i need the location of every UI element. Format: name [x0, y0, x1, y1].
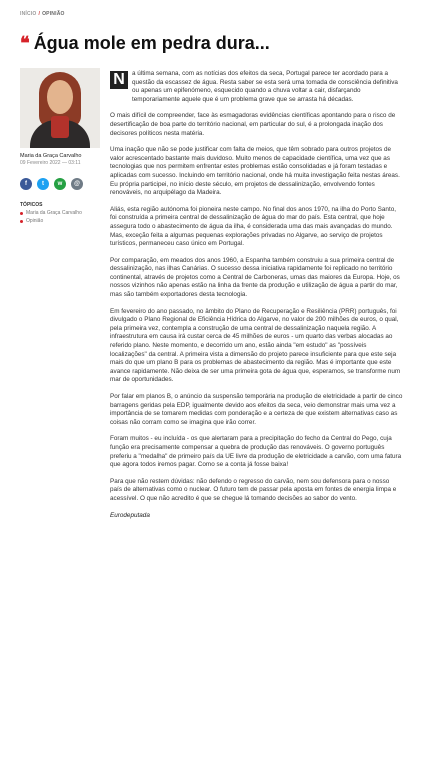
article-paragraph: O mais difícil de compreender, face às esmagadoras evidências científicas apontando para o risco de desertificação de boa parte do território nacional, em particular do sul, é a prolongada inação dos decisores políticos nesta matéria.: [110, 112, 396, 137]
article-headline: [20, 32, 270, 54]
bullet-icon: [20, 220, 23, 223]
breadcrumb-home-link[interactable]: INÍCIO: [20, 11, 37, 17]
twitter-share-icon[interactable]: t: [37, 178, 49, 190]
breadcrumb-section-link[interactable]: OPINIÃO: [42, 11, 65, 17]
breadcrumb-separator: /: [38, 11, 41, 17]
article-paragraph: Aliás, esta região autónoma foi pioneira neste campo. No final dos anos 1970, na ilha do Porto Santo, foi construída a primeira central de dessalinização de água do mar do país. Esta central, que hoje assegura todo o abastecimento de água da ilha, é considerada uma das mais avançadas do mundo. Mas, exceção feita a algumas pequenas explorações privadas no Algarve, ao serviço de projetos turísticos, permaneceu caso único em Portugal.: [110, 205, 397, 248]
email-share-icon[interactable]: @: [71, 178, 83, 190]
author-name[interactable]: Maria da Graça Carvalho: [20, 153, 82, 159]
article-body: [110, 70, 403, 520]
share-buttons: [20, 178, 100, 190]
whatsapp-share-icon[interactable]: w: [54, 178, 66, 190]
facebook-share-icon[interactable]: f: [20, 178, 32, 190]
article-title: Água mole em pedra dura...: [33, 33, 270, 53]
article-paragraph: Em fevereiro do ano passado, no âmbito do Plano de Recuperação e Resiliência (PRR) português, foi divulgado o Plano Regional de Eficiência Hídrica do Algarve, no valor de 200 milhões de euros, o qual, pela primeira vez, contempla a construção de uma central de dessalinização naquela região. A infraestrutura em causa irá custar cerca de 45 milhões de euros - um quarto das verbas alocadas ao referido plano. Neste momento, e decorrido um ano, estão ainda "em estudo" as "possíveis localizações" da central. A primeira vista a dimensão do projeto parece insuficiente para que este seja mais do que um plano B para os problemas de abastecimento da região. Mas é importante que este avance rapidamente. Não deixa de ser uma primeira gota de água que, esperamos, se transforme num mar de oportunidades.: [110, 307, 401, 384]
author-sidebar: [20, 68, 100, 224]
article-paragraph: a última semana, com as notícias dos efeitos da seca, Portugal parece ter acordado para a questão da escassez de água. Resta saber se esta será uma tomada de consciência definitiva ou apenas um epifenómeno, esquecido quando a chuva voltar a cair, disfarçando temporariamente aquele que é um problema grave que se arrasta há décadas.: [132, 70, 398, 103]
breadcrumb: [20, 11, 65, 17]
author-signature: Eurodeputada: [110, 511, 150, 519]
article-paragraph: Por falar em planos B, o anúncio da suspensão temporária na produção de eletricidade a partir de cinco barragens geridas pela EDP, igualmente devido aos efeitos da seca, veio demonstrar mais uma vez a importância de se tomarem medidas com ponderação e a certeza de que existem alternativas caso as coisas não corram como se imagina que irão correr.: [110, 393, 403, 426]
article-paragraph: Foram muitos - eu incluída - os que alertaram para a precipitação do fecho da Central do Pego, cuja função era precisamente compensar a quebra de produção das renováveis. O governo português preferiu a "medalha" de primeiro país da UE livre da produção de eletricidade a carvão, com uma fatura que agora todos iremos pagar. Como se a conta já fosse baixa!: [110, 435, 402, 469]
bullet-icon: [20, 212, 23, 215]
drop-cap: N: [110, 71, 128, 89]
publish-date: 09 Fevereiro 2022 — 03:11: [20, 160, 81, 166]
article-paragraph: Para que não restem dúvidas: não defendo o regresso do carvão, nem sou defensora para o nosso país de alternativas como o nuclear. O futuro tem de passar pela aposta em fontes de energia limpa e acessível. O que não acredito é que se chegue lá tomando decisões ao sabor do vento.: [110, 477, 397, 502]
topics-heading: TÓPICOS: [20, 202, 43, 208]
author-photo: [20, 68, 100, 148]
article-paragraph: Uma inação que não se pode justificar com falta de meios, que têm sobrado para outros projetos de valor acrescentado bastante mais duvidoso. Muito menos de capacidade científica, uma vez que as tecnologias que nos permitem enfrentar estes problemas estão consolidadas e já foram testadas e aplicadas com sucesso. Incluindo em território nacional, onde há muita investigação feita nestas áreas. Eu própria participei, no início deste século, em projetos de dessalinização, envolvendo fontes renováveis, no arquipélago da Madeira.: [110, 146, 400, 197]
topic-link[interactable]: Opinião: [20, 218, 100, 224]
article-paragraph: Por comparação, em meados dos anos 1960, a Espanha também construiu a sua primeira central de dessalinização, nas ilhas Canárias. O sucesso dessa iniciativa rapidamente foi replicado no território continental, através de projetos como a Central de Carboneras, umas das maiores da Europa. Hoje, os nossos vizinhos não apenas estão na linha da frente da produção e utilização de água a partir do mar, mas são também exportadores desta tecnologia.: [110, 256, 400, 299]
quote-icon: ❝: [20, 33, 30, 53]
topic-link[interactable]: Maria da Graça Carvalho: [20, 210, 100, 216]
